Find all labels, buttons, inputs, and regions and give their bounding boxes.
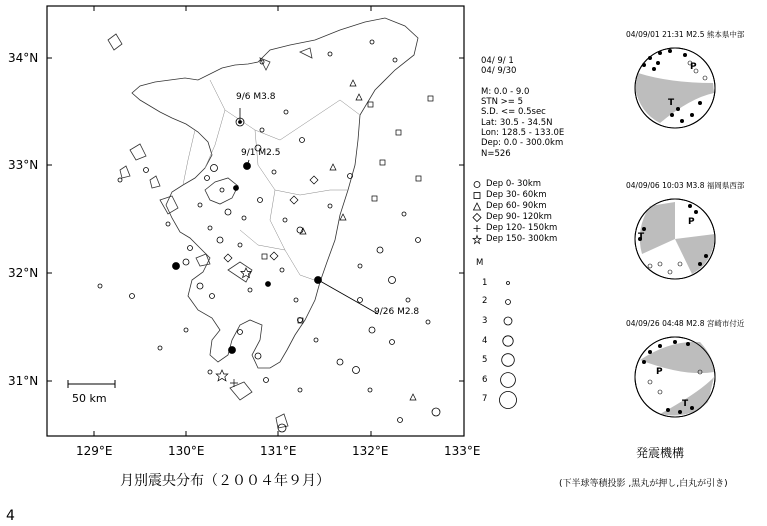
diamond-icon (472, 212, 484, 223)
lon-label-133: 133°E (444, 444, 481, 458)
annotation-0926: 9/26 M2.8 (374, 307, 420, 317)
param-line: N=526 (481, 148, 511, 159)
plus-icon (472, 223, 484, 234)
t-axis-label: T (682, 399, 689, 409)
magnitude-label: 7 (482, 394, 488, 404)
p-axis-label: P (688, 217, 695, 227)
p-axis-label: P (656, 367, 663, 377)
page-number: 4 (6, 508, 15, 524)
beachball-2 (630, 194, 720, 284)
legend-label: Dep 120- 150km (486, 223, 558, 233)
query-parameters (481, 56, 564, 159)
lat-label-31: 31°N (8, 374, 39, 388)
scale-label: 50 km (72, 392, 107, 405)
focal-mechanism-1 (626, 29, 766, 139)
magnitude-label: 5 (482, 355, 488, 365)
legend-label: Dep 60- 90km (486, 201, 547, 211)
lat-label-32: 32°N (8, 266, 39, 280)
t-axis-label: T (638, 232, 645, 242)
circle-icon (472, 179, 484, 190)
mechanism-note: (下半球等積投影 ,黒丸が押し,白丸が引き) (559, 479, 728, 489)
lon-label-130: 130°E (168, 444, 205, 458)
mechanism-title: 04/09/26 04:48 M2.8 宮崎市付近 (626, 319, 745, 328)
legend-label: Dep 30- 60km (486, 190, 547, 200)
magnitude-label: 2 (482, 296, 488, 306)
magnitude-label: 3 (482, 316, 488, 326)
lat-label-34: 34°N (8, 51, 39, 65)
param-line (481, 77, 564, 87)
magnitude-legend-title: M (476, 258, 484, 268)
beachball-3 (630, 332, 720, 422)
triangle-icon (472, 201, 484, 212)
beachball-1 (630, 43, 720, 133)
mechanism-caption: 発震機構 (636, 446, 685, 460)
magnitude-label: 1 (482, 278, 488, 288)
param-line: Lon: 128.5 - 133.0E (481, 128, 565, 139)
param-line: STN >= 5 (481, 97, 524, 108)
annotation-0906: 9/6 M3.8 (236, 92, 276, 102)
legend-label: Dep 90- 120km (486, 212, 552, 222)
magnitude-label: 4 (482, 336, 488, 346)
param-line: 04/ 9/ 1 (481, 56, 514, 66)
param-line: Dep: 0.0 - 300.0km (481, 138, 564, 149)
mechanism-title: 04/09/01 21:31 M2.5 熊本県中部 (626, 30, 745, 39)
param-line: S.D. <= 0.5sec (481, 107, 546, 118)
param-line: M: 0.0 - 9.0 (481, 86, 530, 97)
param-line: Lat: 30.5 - 34.5N (481, 117, 553, 128)
magnitude-label: 6 (482, 375, 488, 385)
focal-mechanism-2 (626, 180, 766, 290)
legend-label: Dep 150- 300km (486, 234, 558, 244)
p-axis-label: P (690, 62, 697, 72)
t-axis-label: T (668, 98, 675, 108)
mechanism-title: 04/09/06 10:03 M3.8 福岡県西部 (626, 181, 745, 190)
map-title: 月別震央分布（２００４年９月） (120, 473, 330, 489)
star-icon (472, 234, 484, 245)
lon-label-131: 131°E (260, 444, 297, 458)
focal-mechanism-3 (626, 318, 766, 428)
lon-label-129: 129°E (76, 444, 113, 458)
legend-label: Dep 0- 30km (486, 179, 542, 189)
magnitude-circles (496, 274, 526, 414)
lat-label-33: 33°N (8, 158, 39, 172)
annotation-0901: 9/1 M2.5 (241, 148, 281, 158)
square-icon (472, 190, 484, 201)
param-line: 04/ 9/30 (481, 66, 517, 77)
lon-label-132: 132°E (352, 444, 389, 458)
map-frame (47, 6, 464, 436)
